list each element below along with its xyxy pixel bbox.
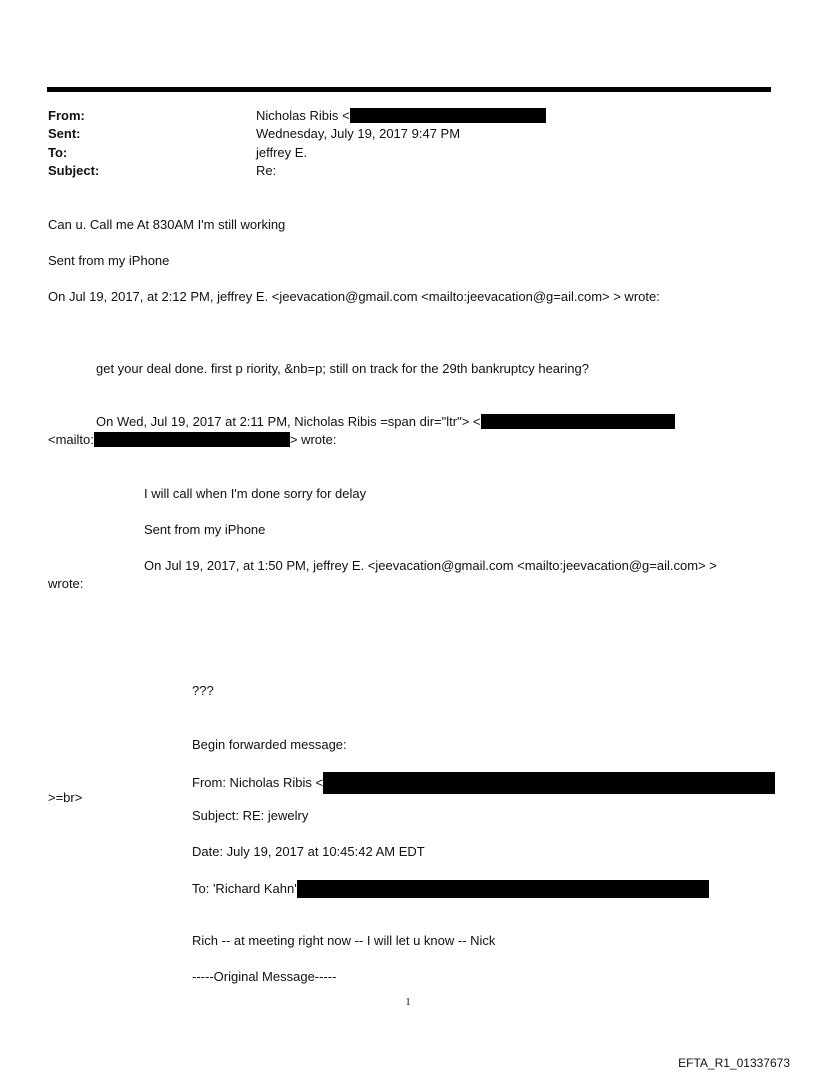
signature-line: Sent from my iPhone	[144, 522, 266, 537]
forward-date: Date: July 19, 2017 at 10:45:42 AM EDT	[192, 844, 425, 859]
redaction-box	[323, 772, 775, 794]
sent-label: Sent:	[48, 126, 81, 141]
from-value	[256, 108, 546, 124]
from-label: From:	[48, 108, 85, 123]
forward-from	[192, 772, 775, 794]
to-value: jeffrey E.	[256, 145, 308, 160]
header-rule	[47, 87, 771, 92]
quoted-attribution: On Jul 19, 2017, at 1:50 PM, jeffrey E. <jeevacation@gmail.com <mailto:jeevacation@g=ail.com> >	[144, 558, 717, 573]
forward-to	[192, 880, 709, 898]
quoted-message: I will call when I'm done sorry for delay	[144, 486, 367, 501]
redaction-box	[297, 880, 709, 898]
redaction-box	[350, 108, 546, 123]
forward-to-text: To: 'Richard Kahn'	[192, 881, 297, 896]
forward-subject: Subject: RE: jewelry	[192, 808, 309, 823]
mailto-text: <mailto:	[48, 432, 94, 447]
subject-label: Subject:	[48, 163, 100, 178]
document-id: EFTA_R1_01337673	[678, 1056, 790, 1070]
wrote-text: > wrote:	[289, 432, 337, 447]
forward-from-text: From: Nicholas Ribis <	[192, 775, 324, 790]
from-name: Nicholas Ribis <	[256, 108, 350, 123]
to-label: To:	[48, 145, 68, 160]
subject-value: Re:	[256, 163, 277, 178]
stray-markup: >=br>	[48, 790, 83, 805]
wrote-text: wrote:	[48, 576, 84, 591]
forward-intro: Begin forwarded message:	[192, 737, 347, 752]
redaction-box	[94, 432, 290, 447]
quoted-attribution	[96, 414, 675, 430]
quoted-message: Rich -- at meeting right now -- I will let u know -- Nick	[192, 933, 496, 948]
page-number: 1	[405, 996, 411, 1008]
reply-attribution: On Jul 19, 2017, at 2:12 PM, jeffrey E. <jeevacation@gmail.com <mailto:jeevacation@g=ail.com> > wrote:	[48, 289, 660, 304]
attribution-text: On Wed, Jul 19, 2017 at 2:11 PM, Nicholas Ribis =span dir="ltr"> <	[96, 414, 481, 429]
quoted-message: get your deal done. first p riority, &nb=p; still on track for the 29th bankruptcy hearing?	[96, 361, 589, 376]
quoted-message: ???	[192, 683, 214, 698]
redaction-box	[481, 414, 675, 429]
quoted-mailto-line	[48, 432, 337, 448]
original-message-divider: -----Original Message-----	[192, 969, 337, 984]
signature-line: Sent from my iPhone	[48, 253, 170, 268]
sent-value: Wednesday, July 19, 2017 9:47 PM	[256, 126, 461, 141]
body-line: Can u. Call me At 830AM I'm still working	[48, 217, 286, 232]
